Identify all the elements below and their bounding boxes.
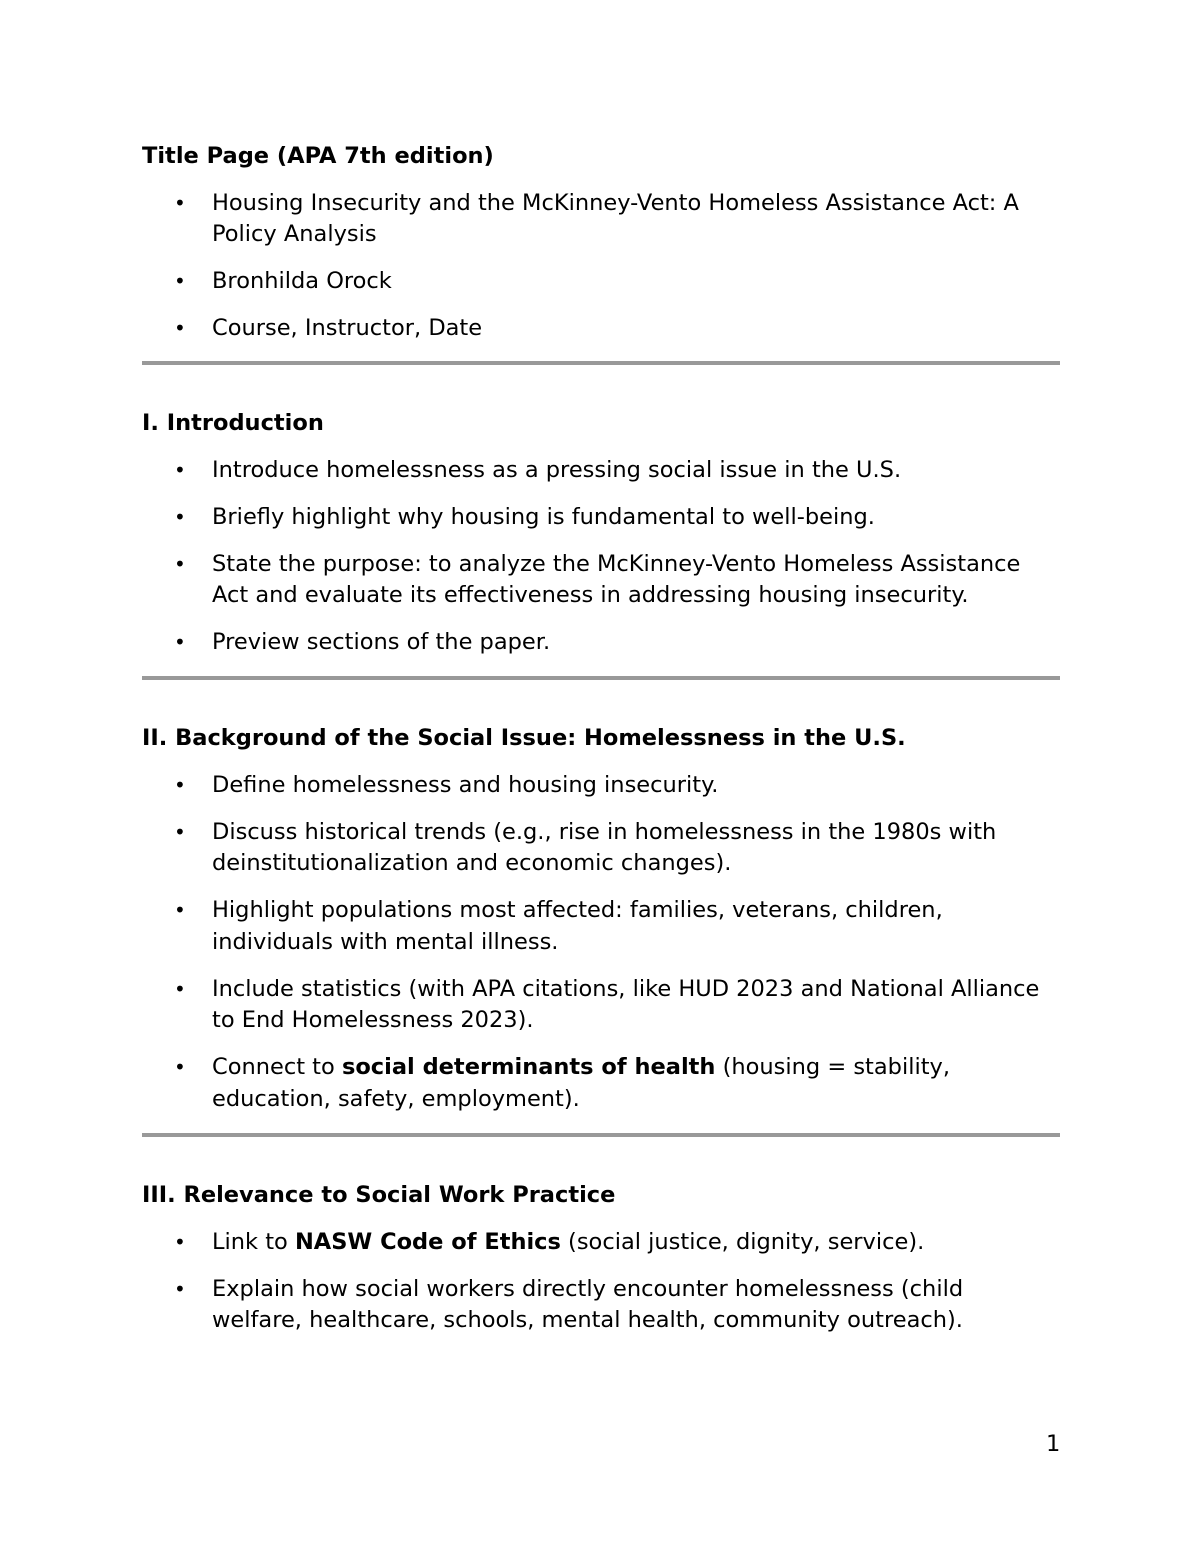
section-introduction	[142, 407, 1060, 659]
bullet-icon: •	[174, 316, 186, 340]
list-item-text: Housing Insecurity and the McKinney-Vento Homeless Assistance Act: A Policy Analysis	[212, 189, 1019, 247]
bullet-icon: •	[174, 1276, 186, 1301]
list-item-text: Define homelessness and housing insecurity.	[212, 771, 719, 798]
list-item	[142, 188, 1060, 251]
bullet-icon: •	[174, 1229, 186, 1254]
list-item	[142, 895, 1060, 958]
list-item-text: Explain how social workers directly encounter homelessness (child welfare, healthcare, schools, mental health, community outreach).	[212, 1275, 964, 1333]
section-heading: I. Introduction	[142, 410, 324, 436]
bullet-icon: •	[174, 190, 186, 215]
list-item-text: Course, Instructor, Date	[212, 315, 483, 341]
list-item	[142, 817, 1060, 880]
list-item	[142, 266, 1060, 298]
list-item-text: Briefly highlight why housing is fundamental to well-being.	[212, 503, 875, 530]
list-item-text: Introduce homelessness as a pressing social issue in the U.S.	[212, 456, 902, 483]
list-item	[142, 770, 1060, 802]
horizontal-rule	[142, 676, 1060, 680]
list-item	[142, 974, 1060, 1037]
bullet-icon: •	[174, 898, 186, 922]
list-item	[142, 1227, 1060, 1259]
bullet-icon: •	[174, 269, 186, 293]
section-heading: III. Relevance to Social Work Practice	[142, 1182, 616, 1208]
list-item-text: Include statistics (with APA citations, like HUD 2023 and National Alliance to End Homelessness 2023).	[212, 975, 1040, 1033]
section-relevance	[142, 1179, 1060, 1337]
bullet-list	[142, 188, 1060, 345]
list-item	[142, 549, 1060, 612]
bullet-icon: •	[174, 551, 186, 576]
list-item-text-pre: Connect to	[212, 1054, 342, 1080]
section-title-page	[142, 140, 1060, 345]
bullet-icon: •	[174, 1055, 186, 1079]
list-item-text-bold: NASW Code of Ethics	[294, 1228, 561, 1255]
list-item-text: State the purpose: to analyze the McKinney-Vento Homeless Assistance Act and evaluate its effectiveness in addressing housing insecurity.	[212, 550, 1021, 608]
list-item	[142, 455, 1060, 487]
list-item	[142, 502, 1060, 534]
list-item-text-bold: social determinants of health	[341, 1054, 716, 1080]
list-item-text-post: (social justice, dignity, service).	[560, 1228, 925, 1255]
list-item-text: Discuss historical trends (e.g., rise in homelessness in the 1980s with deinstitutionalization and economic changes).	[212, 818, 997, 876]
list-item-text: Highlight populations most affected: families, veterans, children, individuals with mental illness.	[212, 897, 943, 955]
section-heading: Title Page (APA 7th edition)	[142, 143, 494, 169]
section-background	[142, 722, 1060, 1115]
bullet-icon: •	[174, 819, 186, 844]
horizontal-rule	[142, 361, 1060, 365]
section-heading: II. Background of the Social Issue: Homelessness in the U.S.	[142, 725, 906, 751]
page-number: 1	[1046, 1431, 1061, 1457]
bullet-icon: •	[174, 976, 186, 1001]
list-item	[142, 1274, 1060, 1337]
bullet-icon: •	[174, 457, 186, 482]
list-item	[142, 313, 1060, 345]
bullet-list	[142, 1227, 1060, 1337]
list-item-text-post: (housing = stability, education, safety, employment).	[212, 1054, 950, 1112]
list-item	[142, 627, 1060, 659]
bullet-icon: •	[174, 504, 186, 529]
bullet-icon: •	[174, 630, 186, 654]
bullet-icon: •	[174, 772, 186, 797]
bullet-list	[142, 455, 1060, 659]
horizontal-rule	[142, 1133, 1060, 1137]
list-item-text: Preview sections of the paper.	[212, 629, 551, 655]
list-item-text-pre: Link to	[212, 1228, 295, 1255]
bullet-list	[142, 770, 1060, 1116]
list-item-text: Bronhilda Orock	[212, 268, 392, 294]
list-item	[142, 1052, 1060, 1115]
